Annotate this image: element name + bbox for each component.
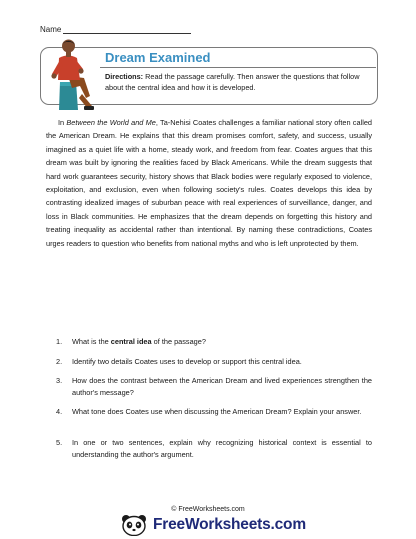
- name-label: Name: [40, 25, 62, 34]
- question-text-part: What is the: [72, 337, 111, 346]
- book-title: Between the World and Me: [66, 118, 156, 127]
- passage-body: , Ta-Nehisi Coates challenges a familiar national story often called the American Dream. He explains that this dream promises comfort, safety, and success, usually imagined as a quiet life with a home, steady work, and freedom from fear. Coates argues that this dream was built by ignoring the realities faced by Black Americans. While the dream suggests that hard work guarantees security, history shows that Black bodies were regularly exposed to violence, exploitation, and exclusion, even when following society's rules. Coates develops this idea by contrasting idealized images of suburban peace with real experiences of surveillance, danger, and loss in Black communities. He emphasizes that the dream depends on forgetting this history and treating inequality as accidental rather than intentional. By naming these contradictions, Coates urges readers to question who benefits from national myths and who is left unprotected by them.: [46, 118, 372, 248]
- directions-label: Directions:: [105, 72, 144, 81]
- question-item: [56, 437, 372, 461]
- question-number: 1.: [56, 337, 63, 346]
- question-number: 3.: [56, 376, 63, 385]
- name-field: [40, 24, 191, 34]
- question-number: 5.: [56, 438, 63, 447]
- student-illustration: [46, 36, 98, 114]
- question-item: [56, 375, 372, 399]
- question-item: [56, 336, 372, 348]
- question-number: 2.: [56, 357, 63, 366]
- worksheet-title: Dream Examined: [105, 50, 211, 65]
- question-item: [56, 356, 372, 368]
- passage-intro: In: [58, 118, 67, 127]
- question-text-part: of the passage?: [151, 337, 206, 346]
- logo-wordmark: FreeWorksheets.com: [153, 516, 306, 533]
- directions: [105, 72, 367, 93]
- question-item: [56, 406, 372, 418]
- reading-passage: [46, 116, 372, 250]
- question-emphasis: central idea: [110, 337, 152, 346]
- panda-icon: [119, 514, 149, 536]
- question-number: 4.: [56, 407, 63, 416]
- question-text: [72, 336, 372, 348]
- name-blank-line[interactable]: [63, 24, 191, 34]
- directions-text: Read the passage carefully. Then answer the questions that follow about the central idea and how it is developed.: [105, 72, 360, 92]
- question-text: What tone does Coates use when discussing the American Dream? Explain your answer.: [72, 407, 362, 416]
- site-logo[interactable]: [119, 514, 306, 536]
- header-divider: [100, 67, 376, 68]
- footer-copyright: © FreeWorksheets.com: [171, 506, 245, 513]
- question-text: In one or two sentences, explain why recognizing historical context is essential to understanding the author's argument.: [72, 438, 372, 460]
- question-text: How does the contrast between the American Dream and lived experiences strengthen the author's message?: [72, 376, 372, 398]
- question-text: Identify two details Coates uses to develop or support this central idea.: [72, 357, 302, 366]
